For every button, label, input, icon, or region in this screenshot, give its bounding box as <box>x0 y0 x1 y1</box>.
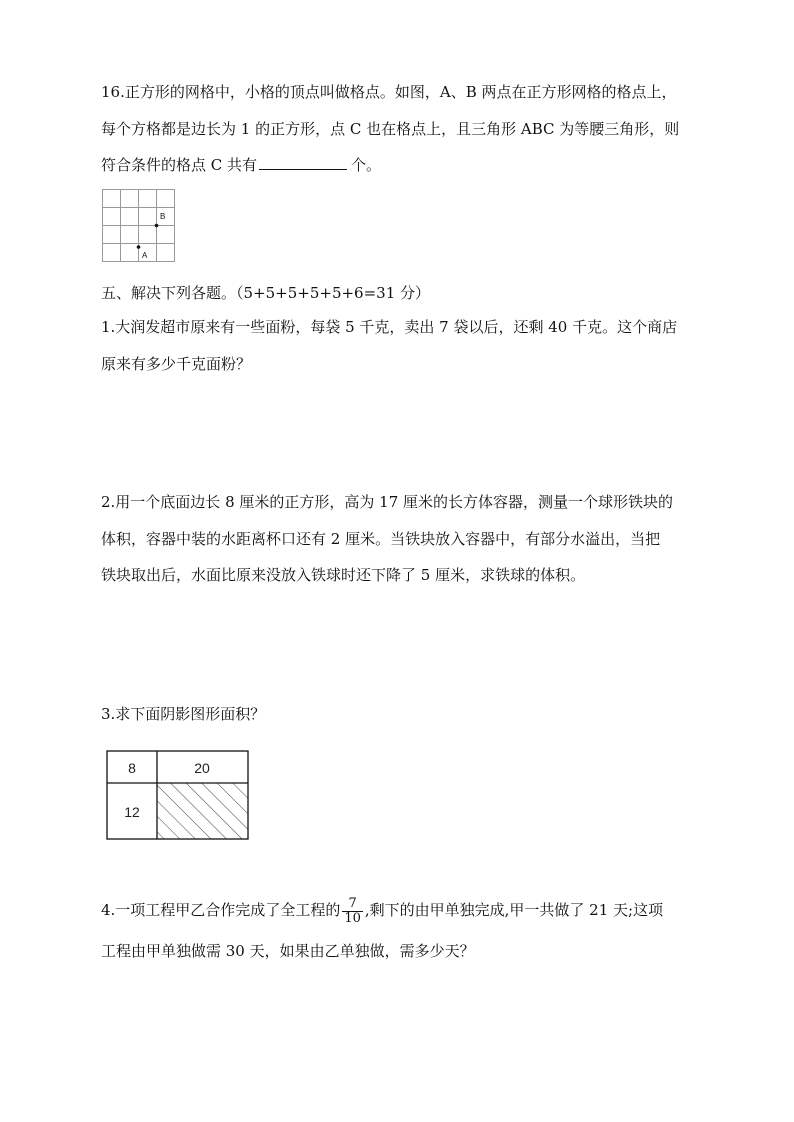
fraction <box>342 897 363 926</box>
p4-line-1-suffix: ,剩下的由甲单独完成,甲一共做了 21 天;这项 <box>364 901 664 919</box>
p2-line-1: 2.用一个底面边长 8 厘米的正方形，高为 17 厘米的长方体容器，测量一个球形铁块的 <box>101 493 674 511</box>
p4-line-2: 工程由甲单独做需 30 天，如果由乙单独做，需多少天？ <box>101 942 475 960</box>
fraction-numerator: 7 <box>342 897 363 912</box>
grid-lines <box>103 190 175 262</box>
p1-line-1: 1.大润发超市原来有一些面粉，每袋 5 千克，卖出 7 袋以后，还剩 40 千克。这个商店 <box>101 318 678 336</box>
answer-blank[interactable] <box>259 155 347 170</box>
point-b-label: B <box>160 212 166 221</box>
p4-line-1-text: 4.一项工程甲乙合作完成了全工程的 <box>101 901 341 919</box>
point-a-label: A <box>142 251 148 260</box>
p2-line-3: 铁块取出后，水面比原来没放入铁球时还下降了 5 厘米，求铁球的体积。 <box>101 566 586 584</box>
q16-line-3-text: 符合条件的格点 C 共有 <box>101 156 258 174</box>
p1-line-2: 原来有多少千克面粉？ <box>101 355 252 373</box>
shaded-region <box>157 783 248 839</box>
fraction-denominator: 10 <box>344 910 361 926</box>
q16-line-1: 16.正方形的网格中，小格的顶点叫做格点。如图，A、B 两点在正方形网格的格点上， <box>101 83 677 101</box>
point-b <box>155 224 159 228</box>
q16-line-2: 每个方格都是边长为 1 的正方形，点 C 也在格点上，且三角形 ABC 为等腰三角形，则 <box>101 120 680 138</box>
q16-line-3-suffix: 个。 <box>351 156 382 174</box>
p2-line-2: 体积，容器中装的水距离杯口还有 2 厘米。当铁块放入容器中，有部分水溢出，当把 <box>101 530 661 548</box>
q16-grid-figure <box>101 188 181 268</box>
label-top-right: 20 <box>194 760 210 776</box>
label-top-left: 8 <box>128 760 136 776</box>
p3-line-1: 3.求下面阴影图形面积？ <box>101 705 266 723</box>
q16-line-3 <box>101 155 381 175</box>
label-bottom-left: 12 <box>124 804 140 820</box>
section-5-heading: 五、解决下列各题。（5+5+5+5+5+6=31 分） <box>101 284 431 302</box>
point-a <box>137 245 141 249</box>
shaded-area-figure <box>106 750 251 842</box>
p4-line-1 <box>101 896 663 926</box>
